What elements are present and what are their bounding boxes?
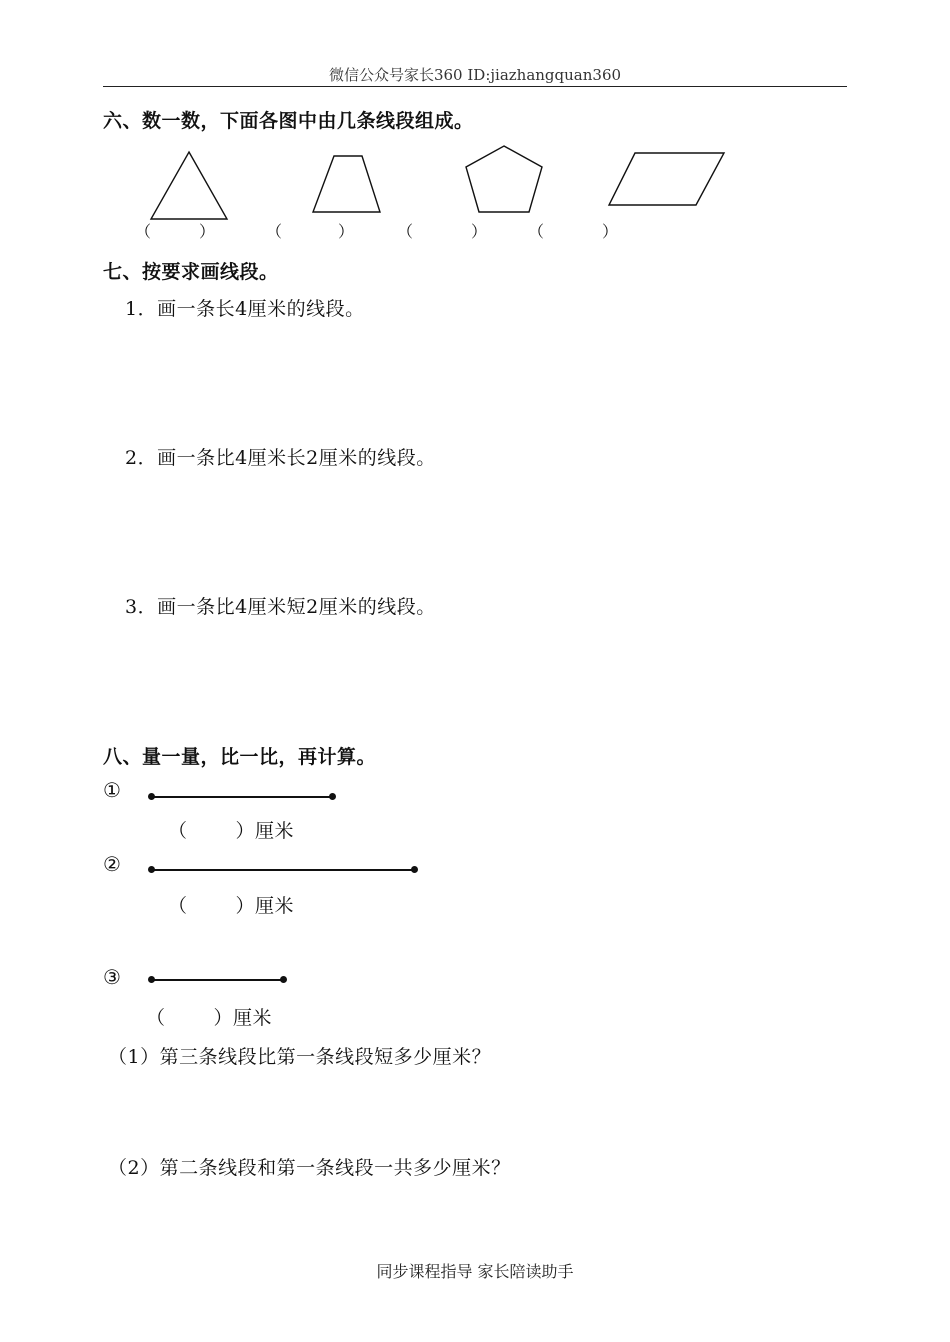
section-7-title: 七、按要求画线段。 xyxy=(103,261,279,283)
segment-3-marker: ③ xyxy=(103,965,121,989)
segment-3-answer: （ ）厘米 xyxy=(146,1007,273,1029)
draw-instruction-2: 2．画一条比4厘米长2厘米的线段。 xyxy=(125,447,436,469)
segment-2-start-dot xyxy=(148,866,155,873)
question-2: （2）第二条线段和第一条线段一共多少厘米？ xyxy=(108,1157,511,1179)
parallelogram-shape xyxy=(607,151,727,209)
segment-2-end-dot xyxy=(411,866,418,873)
answer-blank-pentagon: （ ） xyxy=(397,222,487,241)
segment-1-answer: （ ）厘米 xyxy=(168,820,295,842)
segment-2-marker: ② xyxy=(103,852,121,876)
header-divider xyxy=(103,86,847,87)
page-header: 微信公众号家长360 ID:jiazhangquan360 xyxy=(328,66,622,84)
section-8-title: 八、量一量，比一比，再计算。 xyxy=(103,746,377,768)
question-1: （1）第三条线段比第一条线段短多少厘米？ xyxy=(108,1046,492,1068)
answer-blank-trapezoid: （ ） xyxy=(266,222,354,241)
section-6-title: 六、数一数，下面各图中由几条线段组成。 xyxy=(103,110,474,132)
answer-blank-triangle: （ ） xyxy=(135,222,215,241)
answer-blank-parallelogram: （ ） xyxy=(528,222,618,241)
segment-3-start-dot xyxy=(148,976,155,983)
segment-2-line xyxy=(152,869,415,871)
segment-3-line xyxy=(152,979,284,981)
segment-2-answer: （ ）厘米 xyxy=(168,895,295,917)
segment-1-start-dot xyxy=(148,793,155,800)
segment-1-line xyxy=(152,796,332,798)
pentagon-shape xyxy=(463,144,545,216)
trapezoid-shape xyxy=(312,155,382,215)
segment-1-marker: ① xyxy=(103,778,121,802)
page-footer: 同步课程指导 家长陪读助手 xyxy=(376,1262,574,1281)
segment-1-end-dot xyxy=(329,793,336,800)
draw-instruction-1: 1．画一条长4厘米的线段。 xyxy=(125,298,365,320)
segment-3-end-dot xyxy=(280,976,287,983)
triangle-shape xyxy=(150,150,230,222)
draw-instruction-3: 3．画一条比4厘米短2厘米的线段。 xyxy=(125,596,436,618)
